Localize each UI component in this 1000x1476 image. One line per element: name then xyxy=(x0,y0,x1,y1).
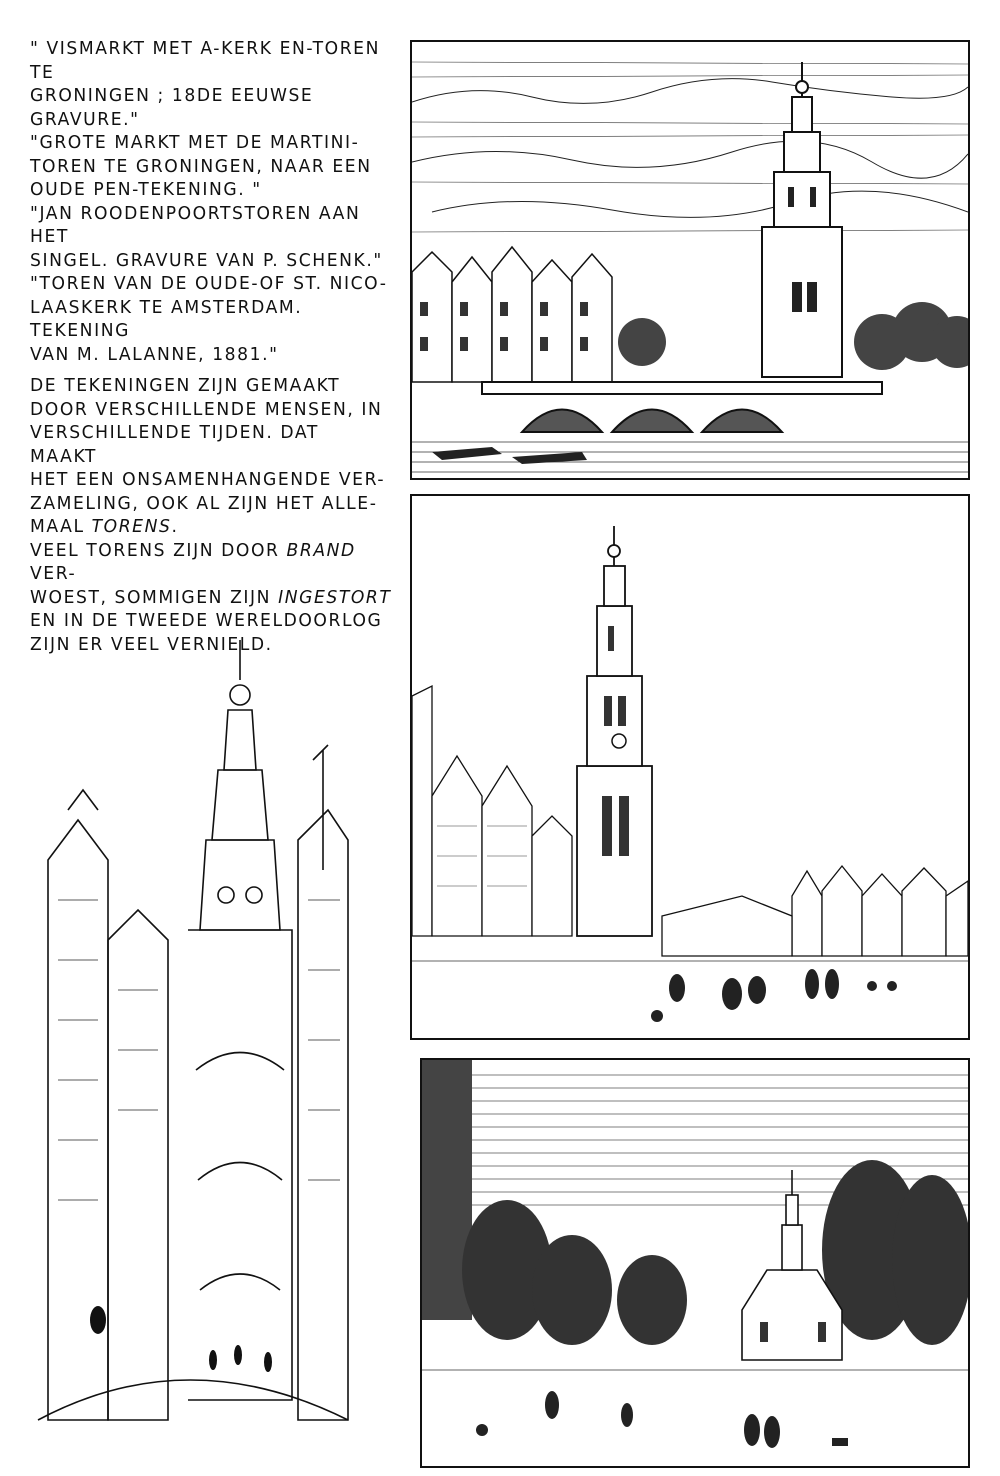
caption-line: "GROTE MARKT MET DE MARTINI- xyxy=(30,133,360,153)
body-line: ZAMELING, OOK AL ZIJN HET ALLE- xyxy=(30,493,378,514)
nicolaas-illustration xyxy=(28,640,358,1430)
vismarkt-illustration xyxy=(412,42,968,478)
body-line: ZIJN ER VEEL VERNIELD. xyxy=(30,634,273,655)
body-line xyxy=(30,587,393,611)
martini-illustration xyxy=(412,496,968,1038)
body-text: VER- xyxy=(30,564,77,584)
caption-line: " VISMARKT MET A-KERK EN-TOREN TE xyxy=(30,39,380,83)
caption-line: TOREN TE GRONINGEN, NAAR EEN xyxy=(30,156,372,177)
caption-line: VAN M. LALANNE, 1881." xyxy=(30,344,279,365)
emphasis-text: TORENS xyxy=(91,517,172,537)
emphasis-text: BRAND xyxy=(286,540,356,561)
caption-block xyxy=(30,38,393,657)
roodenpoort-illustration xyxy=(422,1060,968,1466)
emphasis-text: INGESTORT xyxy=(278,587,392,608)
body-line: DE TEKENINGEN ZIJN GEMAAKT xyxy=(30,376,341,396)
caption-line: LAASKERK TE AMSTERDAM. TEKENING xyxy=(30,297,303,341)
caption-line: "JAN ROODENPOORTSTOREN AAN HET xyxy=(30,203,361,247)
caption-line: "TOREN VAN DE OUDE-OF ST. NICO- xyxy=(30,274,388,294)
body-text: MAAL xyxy=(30,517,92,537)
body-line: DOOR VERSCHILLENDE MENSEN, IN xyxy=(30,399,383,420)
body-text: . xyxy=(171,517,179,537)
grote-markt-drawing xyxy=(410,494,970,1040)
body-line: VERSCHILLENDE TIJDEN. DAT MAAKT xyxy=(30,423,319,467)
caption-line: OUDE PEN-TEKENING. " xyxy=(30,180,262,200)
body-line xyxy=(30,540,393,587)
caption-line: SINGEL. GRAVURE VAN P. SCHENK." xyxy=(30,250,383,271)
caption-line: GRONINGEN ; 18DE EEUWSE GRAVURE." xyxy=(30,86,314,130)
oude-kerk-sketch xyxy=(28,640,358,1430)
vismarkt-engraving xyxy=(410,40,970,480)
body-text: WOEST, SOMMIGEN ZIJN xyxy=(30,587,279,608)
roodenpoort-engraving xyxy=(420,1058,970,1468)
body-line: EN IN DE TWEEDE WERELDOORLOG xyxy=(30,611,383,631)
body-text: VEEL TORENS ZIJN DOOR xyxy=(30,540,287,561)
body-line xyxy=(30,516,393,540)
body-line: HET EEN ONSAMENHANGENDE VER- xyxy=(30,470,386,490)
